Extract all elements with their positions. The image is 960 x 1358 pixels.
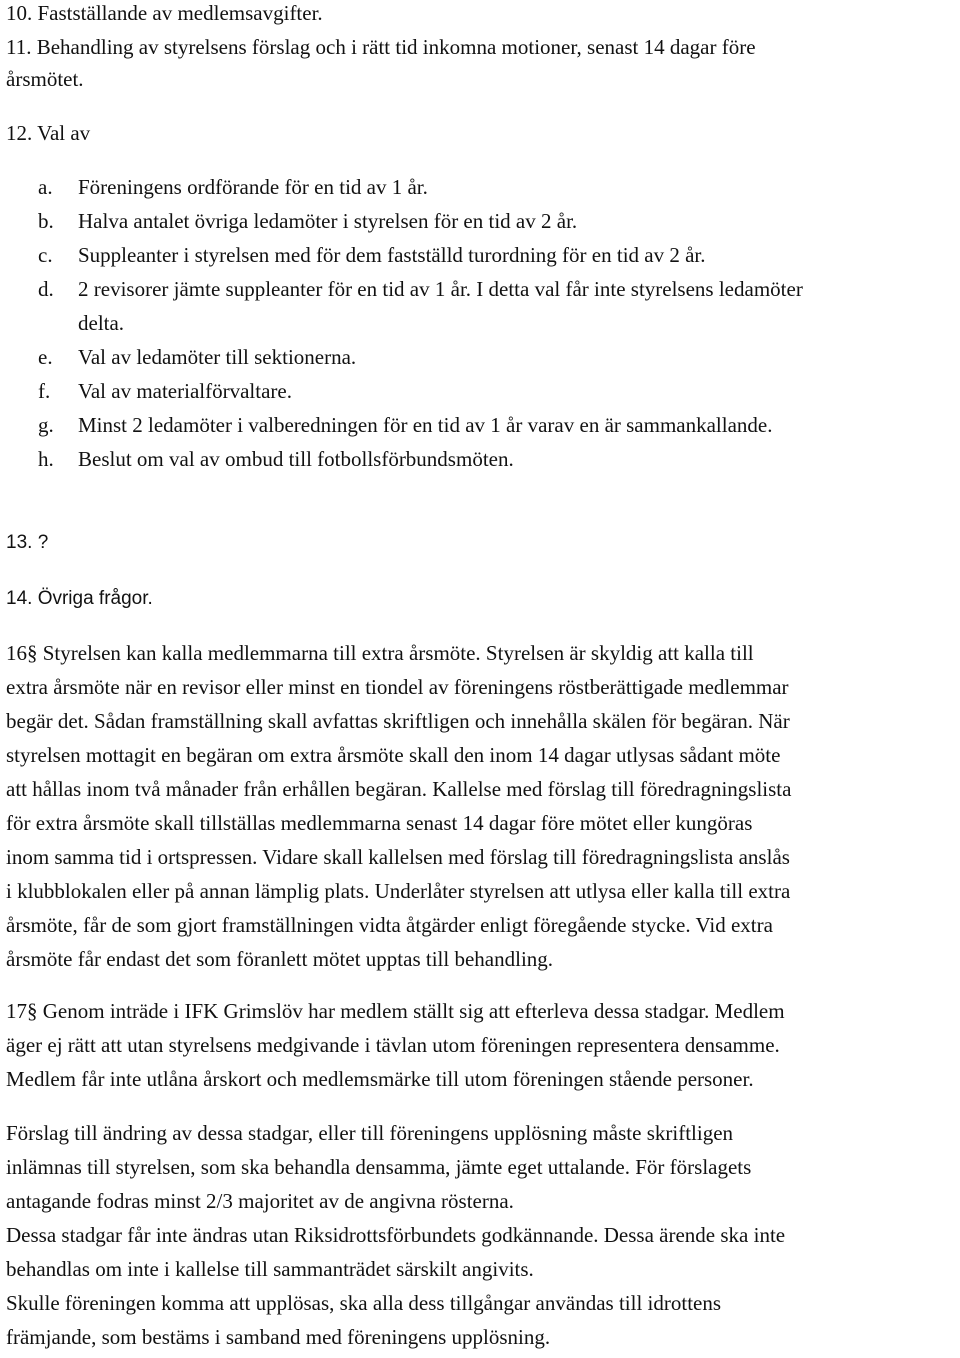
paragraph-line: Skulle föreningen komma att upplösas, ska alla dess tillgångar användas till idrottens	[6, 1291, 722, 1315]
agenda-item-11-line-2: årsmötet.	[6, 67, 84, 91]
paragraph-line: Dessa stadgar får inte ändras utan Riksidrottsförbundets godkännande. Dessa ärende ska inte	[6, 1223, 786, 1247]
paragraph-line: för extra årsmöte skall tillställas medlemmarna senast 14 dagar före mötet eller kungöras	[6, 811, 753, 835]
paragraph-line: antagande fodras minst 2/3 majoritet av de angivna rösterna.	[6, 1189, 514, 1213]
paragraph-line: extra årsmöte när en revisor eller minst en tiondel av föreningens röstberättigade medlemmar	[6, 675, 789, 699]
paragraph-line: främjande, som bestäms i samband med föreningens upplösning.	[6, 1325, 551, 1349]
agenda-item-10: 10. Fastställande av medlemsavgifter.	[6, 1, 323, 25]
sub-item-h	[0, 446, 960, 472]
sub-item-d	[0, 276, 960, 302]
sub-letter: d.	[38, 277, 54, 301]
sub-text: delta.	[78, 311, 125, 335]
paragraph-16	[6, 640, 956, 980]
sub-letter: c.	[38, 243, 53, 267]
paragraph-line: Medlem får inte utlåna årskort och medlemsmärke till utom föreningen stående personer.	[6, 1067, 754, 1091]
sub-item-b	[0, 208, 960, 234]
sub-letter: a.	[38, 175, 53, 199]
sub-text: Beslut om val av ombud till fotbollsförbundsmöten.	[78, 447, 514, 471]
agenda-item-12: 12. Val av	[6, 121, 91, 145]
sub-text: Halva antalet övriga ledamöter i styrelsen för en tid av 2 år.	[78, 209, 578, 233]
paragraph-line: styrelsen mottagit en begäran om extra årsmöte skall den inom 14 dagar utlysas sådant möte	[6, 743, 781, 767]
paragraph-line: årsmöte, får de som gjort framställningen vidta åtgärder enligt föregående stycke. Vid extra	[6, 913, 773, 937]
paragraph-final	[6, 1120, 956, 1358]
sub-item-g	[0, 412, 960, 438]
paragraph-line: i klubblokalen eller på annan lämplig plats. Underlåter styrelsen att utlysa eller kalla till extra	[6, 879, 791, 903]
sub-text: Minst 2 ledamöter i valberedningen för en tid av 1 år varav en är sammankallande.	[78, 413, 773, 437]
sub-letter: f.	[38, 379, 51, 403]
paragraph-line: att hållas inom två månader från erhållen begäran. Kallelse med förslag till föredragningslista	[6, 777, 792, 801]
agenda-item-13: 13. ?	[6, 532, 49, 553]
sub-item-f	[0, 378, 960, 404]
paragraph-line: 17§ Genom inträde i IFK Grimslöv har medlem ställt sig att efterleva dessa stadgar. Medlem	[6, 999, 785, 1023]
paragraph-line: begär det. Sådan framställning skall avfattas skriftligen och innehålla skälen för begäran. När	[6, 709, 790, 733]
paragraph-line: inlämnas till styrelsen, som ska behandla densamma, jämte eget uttalande. För förslagets	[6, 1155, 752, 1179]
sub-letter: g.	[38, 413, 54, 437]
paragraph-line: behandlas om inte i kallelse till sammanträdet särskilt angivits.	[6, 1257, 534, 1281]
paragraph-line: inom samma tid i ortspressen. Vidare skall kallelsen med förslag till föredragningslista anslås	[6, 845, 790, 869]
sub-item-d-continued	[0, 310, 960, 336]
sub-letter: e.	[38, 345, 53, 369]
paragraph-line: årsmöte får endast det som föranlett mötet upptas till behandling.	[6, 947, 554, 971]
paragraph-17	[6, 998, 956, 1100]
paragraph-line: Förslag till ändring av dessa stadgar, eller till föreningens upplösning måste skriftligen	[6, 1121, 734, 1145]
sub-text: Föreningens ordförande för en tid av 1 år.	[78, 175, 428, 199]
sub-letter: h.	[38, 447, 54, 471]
sub-text: 2 revisorer jämte suppleanter för en tid av 1 år. I detta val får inte styrelsens ledamöter	[78, 277, 803, 301]
sub-text: Val av ledamöter till sektionerna.	[78, 345, 357, 369]
sub-item-a	[0, 174, 960, 200]
sub-letter: b.	[38, 209, 54, 233]
agenda-item-11-line-1: 11. Behandling av styrelsens förslag och i rätt tid inkomna motioner, senast 14 dagar före	[6, 35, 756, 59]
sub-item-e	[0, 344, 960, 370]
sub-item-c	[0, 242, 960, 268]
paragraph-line: 16§ Styrelsen kan kalla medlemmarna till extra årsmöte. Styrelsen är skyldig att kalla till	[6, 641, 754, 665]
sub-text: Suppleanter i styrelsen med för dem fastställd turordning för en tid av 2 år.	[78, 243, 706, 267]
sub-text: Val av materialförvaltare.	[78, 379, 292, 403]
paragraph-line: äger ej rätt att utan styrelsens medgivande i tävlan utom föreningen representera densamme.	[6, 1033, 780, 1057]
agenda-item-14: 14. Övriga frågor.	[6, 588, 153, 609]
